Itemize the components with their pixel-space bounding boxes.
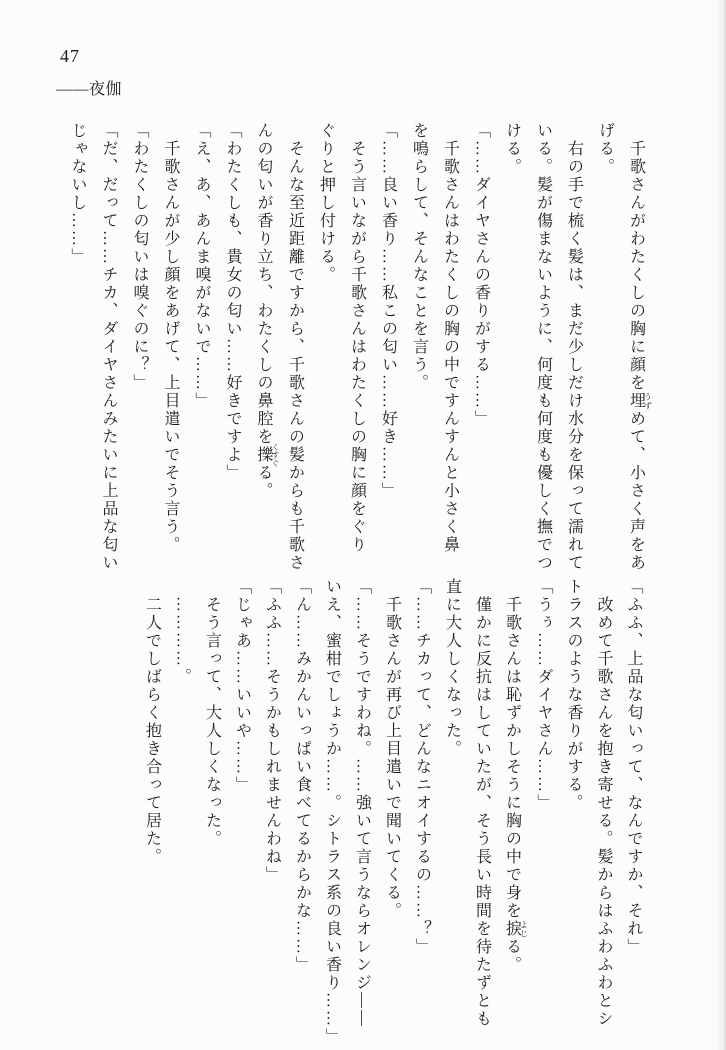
- text-line: 「うぅ……ダイヤさん……」: [535, 578, 552, 812]
- upper-text-block: [62, 122, 652, 574]
- text-line: …………。: [173, 578, 191, 686]
- text-line: 「え、あ、あんま嗅がないで……」: [193, 122, 210, 410]
- text-line: 千歌さんが再び上目遣いで聞いてくる。: [383, 578, 401, 920]
- text-line: そう言って、大人しくなった。: [203, 578, 221, 848]
- page-scan-edge: [716, 0, 726, 1050]
- text-line: そう言いながら千歌さんはわたくしの胸に顔をぐり: [348, 122, 366, 554]
- text-line: げる。: [596, 122, 614, 176]
- text-line: 「わたくしの匂いは嗅ぐのに？」: [131, 122, 148, 392]
- text-line: 「……チカって、どんなニオイするの……？」: [413, 578, 431, 956]
- text-line: を鳴らして、そんなことを言う。: [410, 122, 428, 392]
- text-line: 「わたくしも、貴女の匂い……好きですよ」: [224, 122, 241, 482]
- text-line: いる。髪が傷まないように、何度も何度も優しく撫でつ: [534, 122, 552, 572]
- text-line: 「じゃあ……いいや……」: [233, 578, 251, 794]
- text-line: 「……良い香り……私この匂い……好き……」: [379, 122, 397, 500]
- text-line: 「……ダイヤさんの香りがする……」: [472, 122, 490, 428]
- page-number: 47: [60, 46, 80, 66]
- text-line: ける。: [503, 122, 521, 176]
- text-line: 千歌さんは恥ずかしそうに胸の中で身を捩 よじる。: [503, 578, 529, 974]
- lower-text-block: [137, 578, 649, 1046]
- text-line: そんな至近距離ですから、千歌さんの髪からも千歌さ: [286, 122, 304, 572]
- text-line: 「ふふ……そうかもしれませんわね」: [263, 578, 281, 884]
- text-line: 千歌さんが少し顔をあげて、上目遣いでそう言う。: [162, 122, 179, 554]
- text-line: トラスのような香りがする。: [565, 578, 582, 812]
- text-line: 右の手で梳く髪は、まだ少しだけ水分を保って濡れて: [565, 122, 583, 572]
- text-line: 僅かに反抗はしていたが、そう長い時間を待たずとも: [473, 578, 491, 1028]
- text-line: 改めて千歌さんを抱き寄せる。髪からはふわふわとシ: [595, 578, 612, 1028]
- text-line: んの匂いが香り立ち、わたくしの鼻腔を擽 くすぐる。: [255, 122, 280, 500]
- text-line: 「ふふ、上品な匂いって、なんですか、それ」: [625, 578, 642, 956]
- text-line: ぐりと押し付ける。: [317, 122, 335, 284]
- text-line: 「……そうですわね。……強いて言うならオレンジ――: [353, 578, 371, 1028]
- chapter-header: ――夜伽: [56, 81, 123, 98]
- text-line: 千歌さんはわたくしの胸の中ですんすんと小さく鼻: [441, 122, 459, 554]
- text-line: 「ん……みかんいっぱい食べてるからかな……」: [293, 578, 311, 974]
- text-line: いえ、蜜柑でしょうか……。シトラス系の良い香り……」: [323, 578, 341, 1046]
- text-line: 直に大人しくなった。: [443, 578, 461, 758]
- text-line: 千歌さんがわたくしの胸に顔を埋 うずめて、小さく声をあ: [627, 122, 653, 572]
- text-line: 二人でしばらく抱き合って居た。: [143, 578, 161, 866]
- text-line: じゃないし……」: [69, 122, 86, 266]
- text-line: 「だ、だって……チカ、ダイヤさんみたいに上品な匂い: [100, 122, 117, 572]
